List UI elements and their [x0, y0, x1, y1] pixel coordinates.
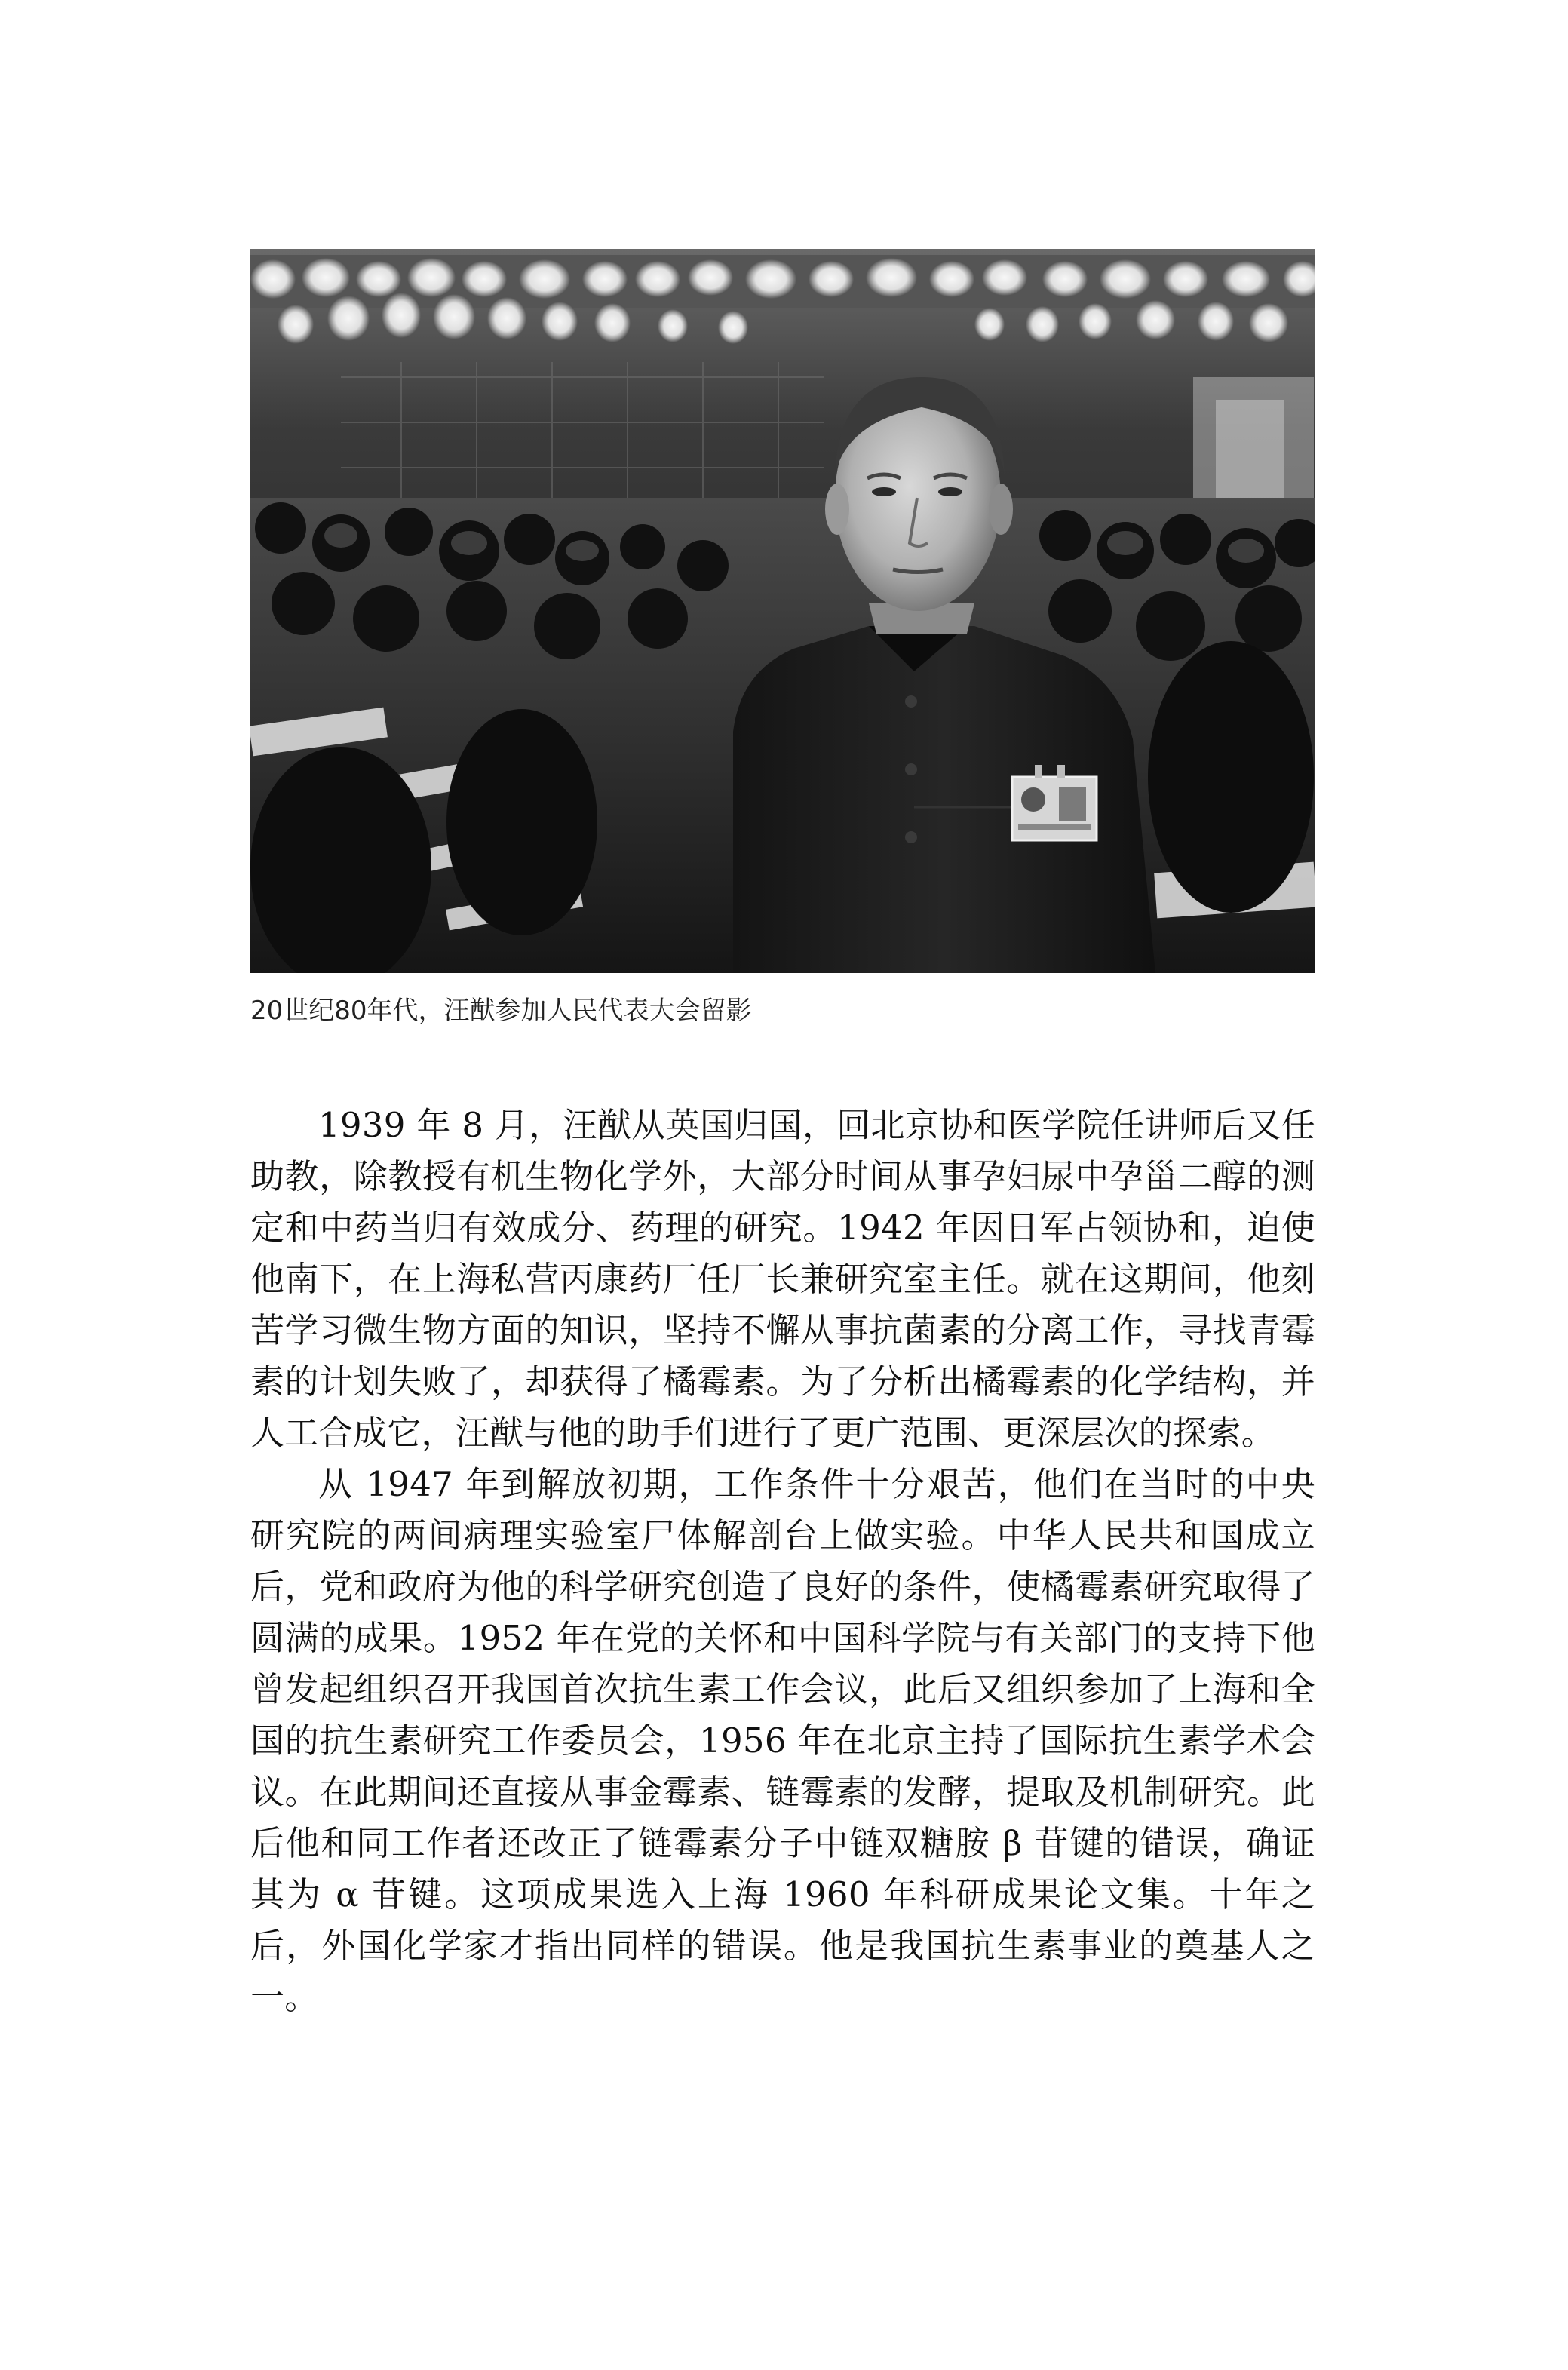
portrait-photo — [250, 249, 1315, 973]
paragraph: 1939 年 8 月，汪猷从英国归国，回北京协和医学院任讲师后又任助教，除教授有机生物化学外，大部分时间从事孕妇尿中孕甾二醇的测定和中药当归有效成分、药理的研究。1942 年因日军占领协和，迫使他南下，在上海私营丙康药厂任厂长兼研究室主任。就在这期间，他刻苦学习微生物方面的知识，坚持不懈从事抗菌素的分离工作，寻找青霉素的计划失败了，却获得了橘霉素。为了分析出橘霉素的化学结构，并人工合成它，汪猷与他的助手们进行了更广范围、更深层次的探索。 — [250, 1105, 1315, 1453]
photo-illustration — [250, 249, 1315, 973]
photo-caption: 20世纪80年代，汪猷参加人民代表大会留影 — [250, 996, 752, 1026]
paragraph: 从 1947 年到解放初期，工作条件十分艰苦，他们在当时的中央研究院的两间病理实验室尸体解剖台上做实验。中华人民共和国成立后，党和政府为他的科学研究创造了良好的条件，使橘霉素研究取得了圆满的成果。1952 年在党的关怀和中国科学院与有关部门的支持下他曾发起组织召开我国首次抗生素工作会议，此后又组织参加了上海和全国的抗生素研究工作委员会，1956 年在北京主持了国际抗生素学术会议。在此期间还直接从事金霉素、链霉素的发酵，提取及机制研究。此后他和同工作者还改正了链霉素分子中链双糖胺 β 苷键的错误，确证其为 α 苷键。这项成果选入上海 1960 年科研成果论文集。十年之后，外国化学家才指出同样的错误。他是我国抗生素事业的奠基人之一。 — [250, 1464, 1315, 2017]
article-body — [250, 1100, 1315, 2023]
